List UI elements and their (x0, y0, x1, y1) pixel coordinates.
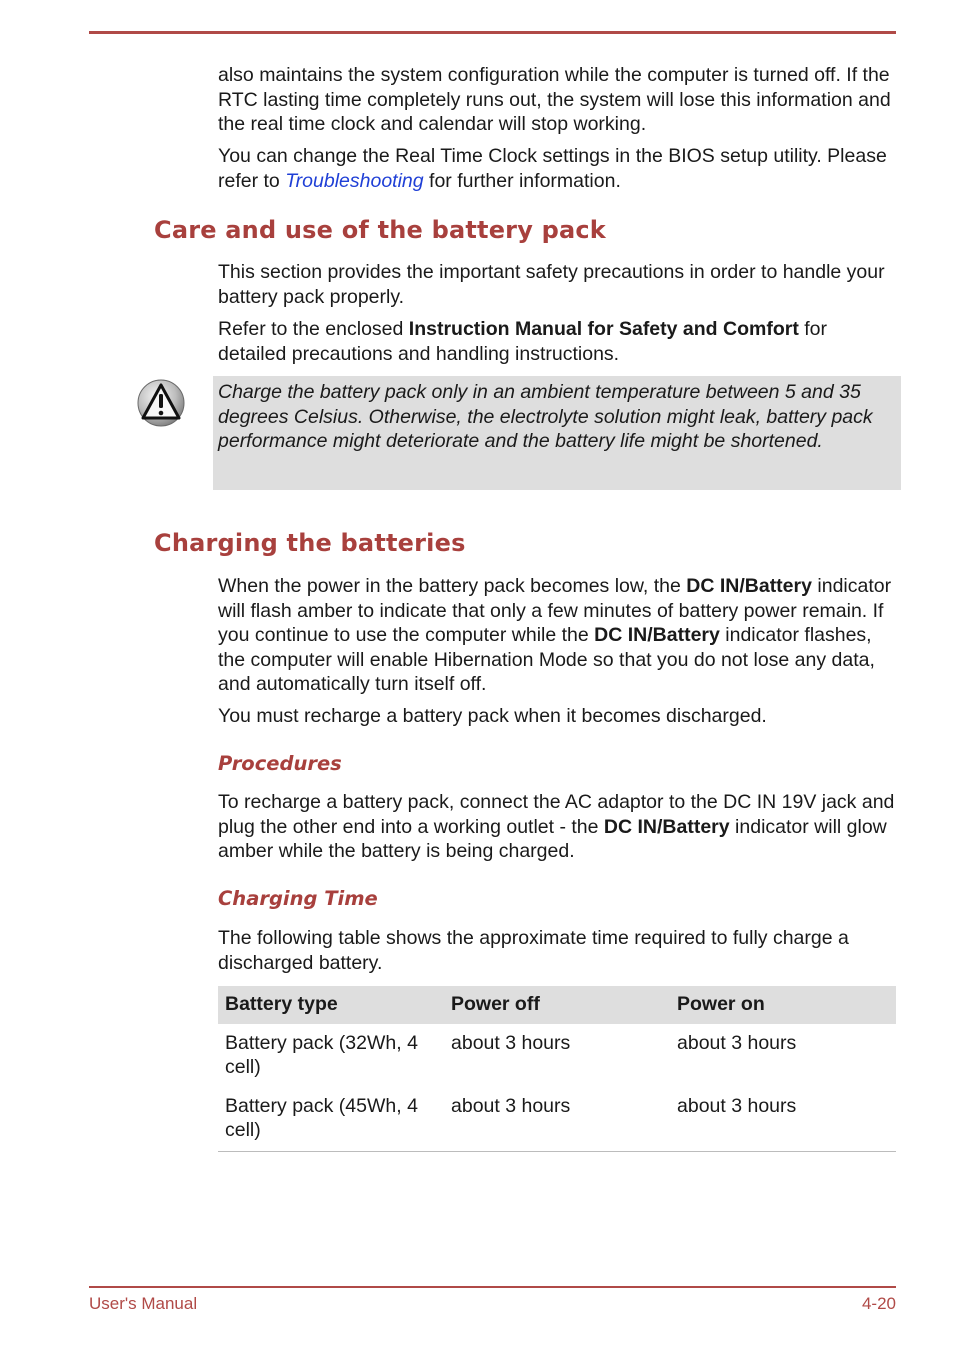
care-heading: Care and use of the battery pack (154, 216, 606, 244)
care-paragraph-1: This section provides the important safety precautions in order to handle your battery pack properly. (218, 261, 885, 308)
warning-box (213, 376, 901, 490)
care-text-before-bold: Refer to the enclosed (218, 318, 409, 340)
bottom-rule (89, 1286, 896, 1288)
intro-text-before-link: You can change the Real Time Clock settings in the BIOS setup utility. Please refer to (218, 145, 887, 192)
intro-text-after-link: for further information. (423, 169, 621, 192)
charging-heading: Charging the batteries (154, 529, 466, 557)
charging-paragraph-1 (218, 574, 898, 697)
dc-in-battery-label-3: DC IN/Battery (603, 815, 730, 838)
procedures-text-c: indicator will glow amber while the battery is being charged. (218, 815, 887, 862)
footer-manual-title: User's Manual (89, 1294, 198, 1313)
charging-text-d: indicator flashes, the computer will enable Hibernation Mode so that you do not lose any data, and automatically turn itself off. (218, 624, 875, 695)
header-battery-type: Battery type (218, 986, 444, 1024)
table-row (218, 1087, 896, 1152)
charging-text-c: indicator will flash amber to indicate that only a few minutes of battery power remain. If you continue to use the computer while the (218, 575, 892, 646)
charging-time-paragraph: The following table shows the approximate time required to fully charge a discharged battery. (218, 927, 849, 974)
cell-battery-type: Battery pack (32Wh, 4 cell) (225, 1031, 418, 1078)
procedures-text-a: To recharge a battery pack, connect the AC adaptor to the DC IN 19V jack and plug the other end into a working outlet - the (218, 791, 895, 838)
charging-paragraph-2: You must recharge a battery pack when it becomes discharged. (218, 705, 767, 727)
charging-time-table (218, 986, 896, 1152)
dc-in-battery-label-1: DC IN/Battery (686, 575, 812, 597)
header-power-on: Power on (670, 986, 896, 1024)
top-rule (89, 31, 896, 34)
care-text-after-bold: for detailed precautions and handling instructions. (218, 318, 828, 365)
caution-triangle-icon (136, 378, 186, 428)
cell-power-off: about 3 hours (451, 1031, 571, 1054)
charging-time-heading: Charging Time (218, 887, 378, 910)
cell-power-off: about 3 hours (444, 1087, 670, 1152)
charging-text-a: When the power in the battery pack becomes low, the (218, 575, 687, 597)
procedures-paragraph (218, 790, 898, 864)
cell-battery-type: Battery pack (45Wh, 4 cell) (218, 1087, 444, 1152)
header-power-off: Power off (444, 986, 670, 1024)
safety-manual-title: Instruction Manual for Safety and Comfort (408, 318, 799, 340)
dc-in-battery-label-2: DC IN/Battery (594, 624, 720, 646)
intro-paragraph-2 (218, 144, 898, 193)
warning-text: Charge the battery pack only in an ambient temperature between 5 and 35 degrees Celsius. Otherwise, the electrolyte solution might leak, battery pack performance might deteriorate and the battery life might be shortened. (218, 381, 873, 452)
footer-page-number: 4-20 (861, 1294, 896, 1313)
intro-paragraph-1: also maintains the system configuration while the computer is turned off. If the RTC lasting time completely runs out, the system will lose this information and the real time clock and calendar will stop working. (218, 64, 891, 135)
cell-power-on: about 3 hours (670, 1087, 896, 1152)
care-paragraph-2 (218, 317, 898, 366)
troubleshooting-link[interactable]: Troubleshooting (285, 169, 424, 192)
cell-power-on: about 3 hours (677, 1031, 797, 1054)
table-row (218, 1024, 896, 1087)
procedures-heading: Procedures (218, 752, 342, 775)
table-header-row (218, 986, 896, 1024)
